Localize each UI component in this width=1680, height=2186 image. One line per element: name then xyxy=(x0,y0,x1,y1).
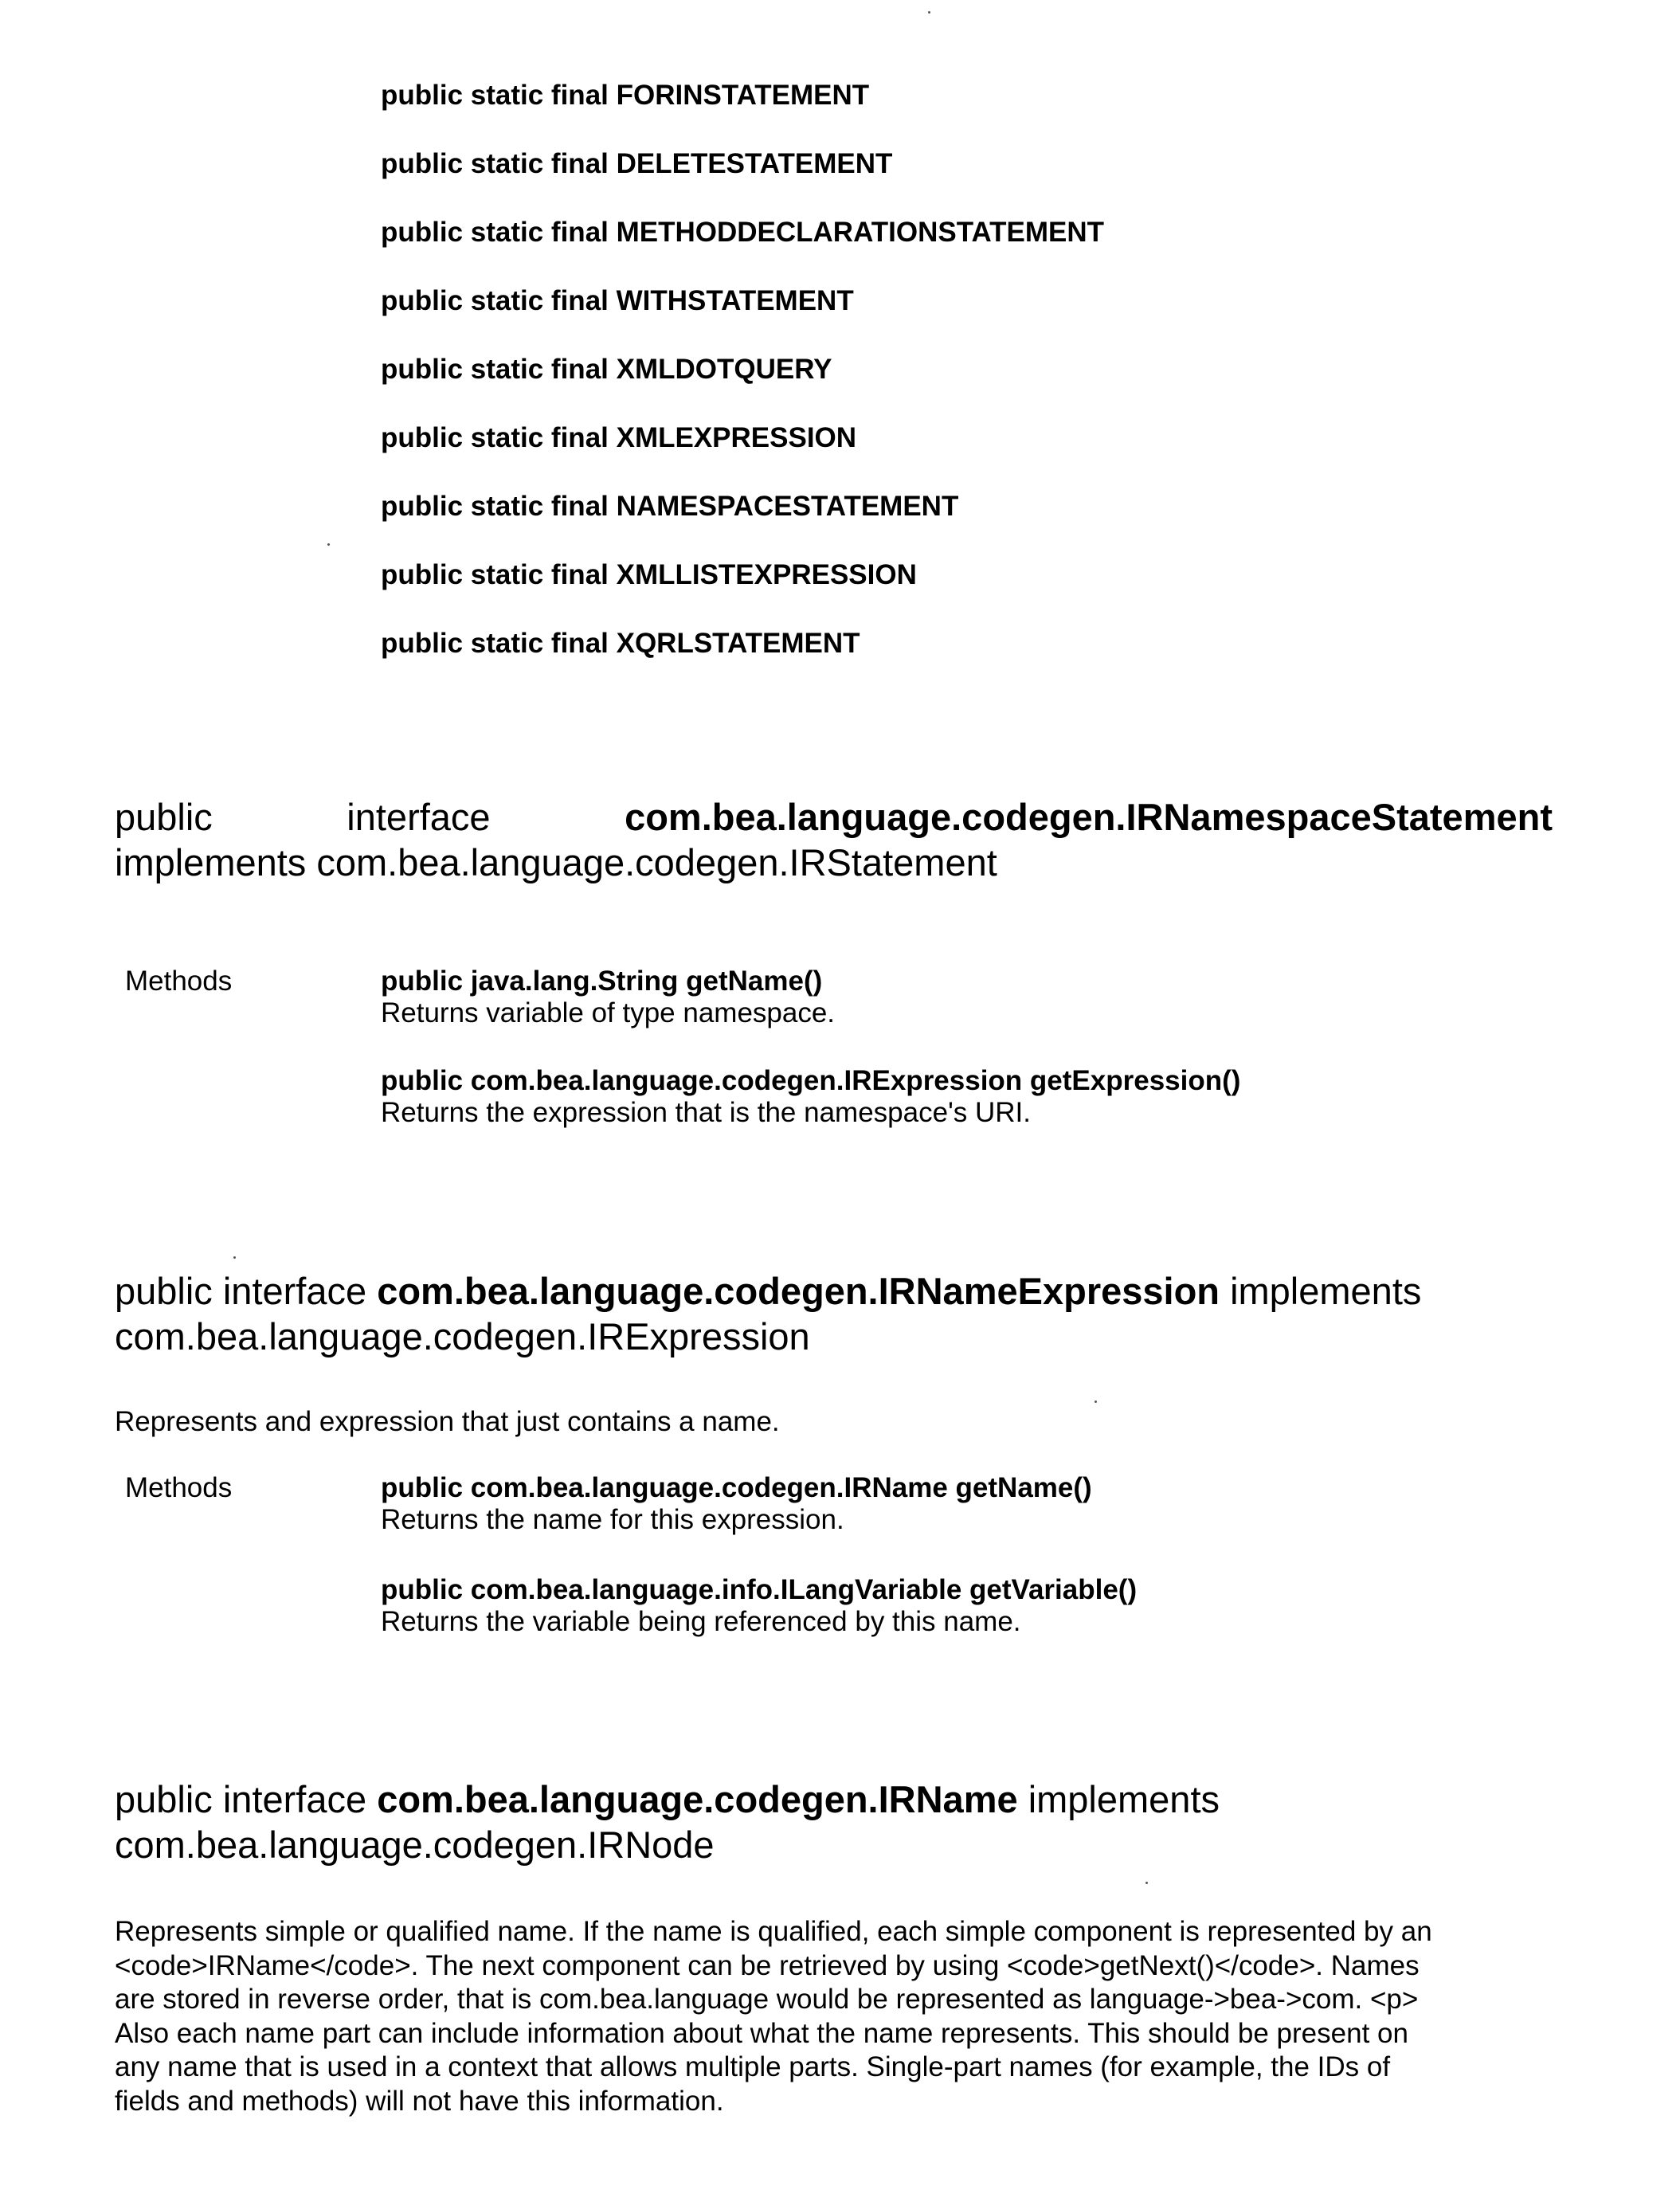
heading-implements: com.bea.language.codegen.IRNode xyxy=(115,1822,1553,1867)
method-signature: public java.lang.String getName() xyxy=(381,966,835,997)
constant-field: public static final XMLLISTEXPRESSION xyxy=(381,559,917,591)
description-line: fields and methods) will not have this information. xyxy=(115,2085,1549,2119)
description-line: Represents simple or qualified name. If the name is qualified, each simple component is represented by an xyxy=(115,1915,1549,1949)
scan-speck xyxy=(327,543,330,546)
method-description: Returns the variable being referenced by this name. xyxy=(381,1606,1137,1638)
description-line: <code>IRName</code>. The next component can be retrieved by using <code>getNext()</code>. Names xyxy=(115,1949,1549,1984)
interface-heading-irnameexpression xyxy=(115,1268,1553,1359)
interface-description: Represents and expression that just contains a name. xyxy=(115,1405,1549,1440)
scan-speck xyxy=(1145,1882,1148,1884)
constant-field: public static final XQRLSTATEMENT xyxy=(381,628,860,660)
heading-prefix: interface xyxy=(347,794,490,840)
interface-name: com.bea.language.codegen.IRNameExpression xyxy=(377,1270,1220,1312)
heading-prefix: public interface xyxy=(115,1270,377,1312)
constant-field: public static final XMLDOTQUERY xyxy=(381,354,832,386)
constant-field: public static final METHODDECLARATIONSTATEMENT xyxy=(381,217,1104,249)
constant-field: public static final WITHSTATEMENT xyxy=(381,285,854,317)
heading-suffix: implements xyxy=(1018,1778,1220,1820)
description-line: Also each name part can include information about what the name represents. This should be present on xyxy=(115,2017,1549,2051)
heading-prefix: public xyxy=(115,794,213,840)
method-entry xyxy=(381,1065,1240,1129)
constant-field: public static final FORINSTATEMENT xyxy=(381,80,869,112)
constant-field: public static final DELETESTATEMENT xyxy=(381,148,892,180)
method-signature: public com.bea.language.info.ILangVariable getVariable() xyxy=(381,1574,1137,1606)
method-entry xyxy=(381,1472,1092,1536)
interface-heading-irname xyxy=(115,1777,1553,1867)
heading-prefix: public interface xyxy=(115,1778,377,1820)
scan-speck xyxy=(928,11,930,14)
interface-name: com.bea.language.codegen.IRNamespaceStatement xyxy=(625,794,1553,840)
scan-speck xyxy=(233,1256,236,1259)
heading-suffix: implements xyxy=(1220,1270,1421,1312)
constant-field: public static final XMLEXPRESSION xyxy=(381,422,856,454)
interface-name: com.bea.language.codegen.IRName xyxy=(377,1778,1017,1820)
description-line: any name that is used in a context that allows multiple parts. Single-part names (for example, the IDs of xyxy=(115,2051,1549,2085)
method-signature: public com.bea.language.codegen.IRExpression getExpression() xyxy=(381,1065,1240,1097)
interface-heading-irnamespacestatement xyxy=(115,794,1553,885)
constant-field: public static final NAMESPACESTATEMENT xyxy=(381,491,958,523)
method-entry xyxy=(381,966,835,1029)
heading-implements: com.bea.language.codegen.IRExpression xyxy=(115,1314,1553,1359)
methods-label: Methods xyxy=(125,966,232,997)
interface-description xyxy=(115,1915,1549,2118)
method-description: Returns the expression that is the namespace's URI. xyxy=(381,1097,1240,1129)
method-description: Returns variable of type namespace. xyxy=(381,997,835,1029)
description-line: are stored in reverse order, that is com.bea.language would be represented as language->bea->com. <p> xyxy=(115,1983,1549,2017)
method-entry xyxy=(381,1574,1137,1638)
methods-label: Methods xyxy=(125,1472,232,1504)
heading-implements: implements com.bea.language.codegen.IRStatement xyxy=(115,840,1553,885)
method-signature: public com.bea.language.codegen.IRName getName() xyxy=(381,1472,1092,1504)
scan-speck xyxy=(1095,1401,1097,1403)
method-description: Returns the name for this expression. xyxy=(381,1504,1092,1536)
